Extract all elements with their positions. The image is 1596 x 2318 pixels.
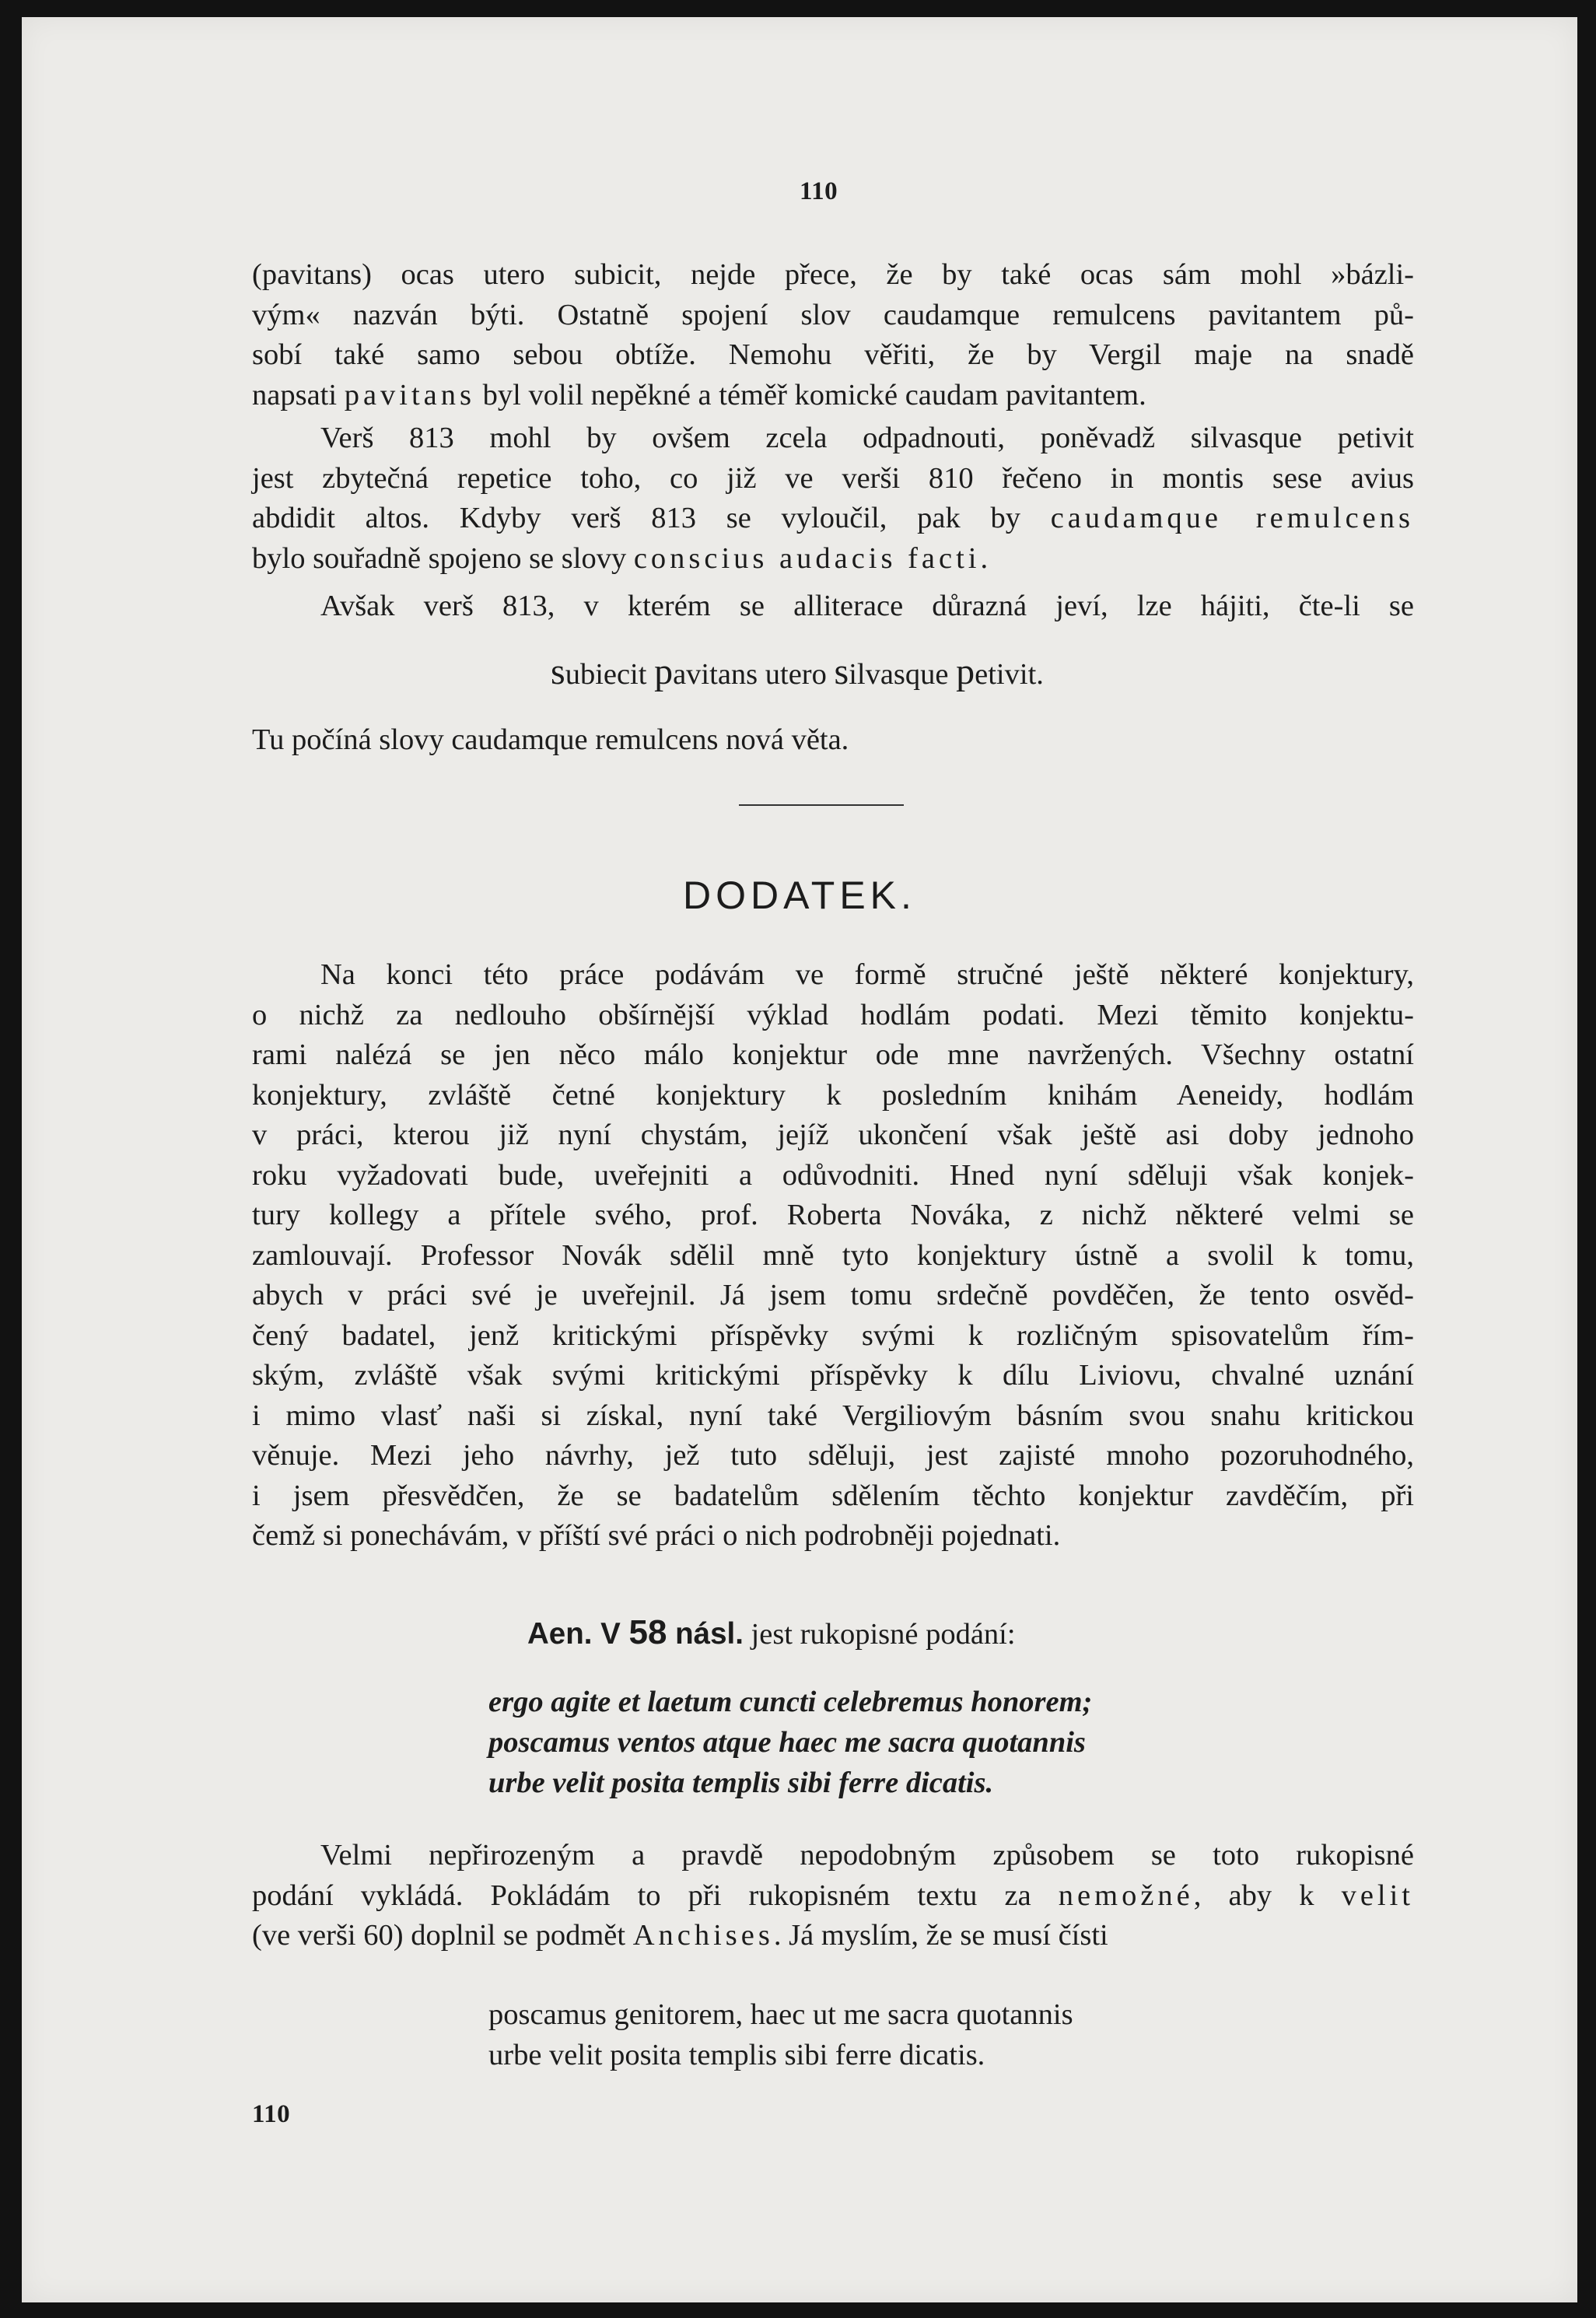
page-number-top: 110 (800, 177, 838, 205)
text-line: v práci, kterou již nyní chystám, jejíž ukončení však ještě asi doby jednoho (252, 1119, 1414, 1151)
text-fragment: jest rukopisné podání: (743, 1618, 1016, 1651)
text-line (252, 1876, 1414, 1917)
text-fragment: . (980, 541, 989, 575)
text-line (252, 1916, 1414, 1956)
text-fragment: (ve verši 60) doplnil se podmět (252, 1919, 633, 1952)
text-line: (pavitans) ocas utero subicit, nejde přece, že by také ocas sám mohl »bázli- (252, 258, 1414, 291)
text-fragment: napsati (252, 378, 338, 411)
text-fragment: ilvasque (849, 658, 957, 691)
spaced-word: nemožné (1058, 1879, 1194, 1912)
text-line: tury kollegy a přítele svého, prof. Roberta Nováka, z nichž některé velmi se (252, 1199, 1414, 1231)
text-line: Na konci této práce podávám ve formě stručné ještě některé konjektury, (320, 958, 1414, 991)
text-line: i mimo vlasť naši si získal, nyní také Vergiliovým básním svou snahu kritickou (252, 1399, 1414, 1432)
text-line (252, 539, 1414, 580)
text-fragment: avitans utero (673, 658, 835, 691)
verse-line: poscamus ventos atque haec me sacra quotannis (488, 1726, 1086, 1759)
text-line: zamlouvají. Professor Novák sdělil mně tyto konjektury ústně a svolil k tomu, (252, 1238, 1414, 1272)
text-fragment: byl volil nepěkné a téměř komické caudam pavitantem. (475, 378, 1146, 411)
verse-line: urbe velit posita templis sibi ferre dicatis. (488, 2039, 985, 2071)
text-line: Avšak verš 813, v kterém se alliterace důrazná jeví, lze hájiti, čte-li se (320, 590, 1414, 622)
text-line: i jsem přesvědčen, že se badatelům sdělením těchto konjektur zavděčím, při (252, 1479, 1414, 1512)
paragraph-new-sentence: Tu počíná slovy caudamque remulcens nová věta. (252, 723, 849, 756)
text-line: Velmi nepřirozeným a pravdě nepodobným způsobem se toto rukopisné (320, 1839, 1414, 1872)
scanned-page (22, 17, 1577, 2302)
text-fragment: etivit. (975, 658, 1044, 691)
initial-letter: s (551, 651, 565, 692)
citation-part: Aen. V (527, 1617, 629, 1651)
alliteration-line (551, 652, 1044, 695)
spaced-word: velit (1341, 1879, 1414, 1912)
initial-letter: s (834, 651, 849, 692)
text-line: čený badatel, jenž kritickými příspěvky svými k rozličným spisovatelům řím- (252, 1318, 1414, 1352)
text-line: rami nalézá se jen něco málo konjektur ode mne navržených. Všechny ostatní (252, 1038, 1414, 1071)
text-line (252, 376, 1414, 416)
latin-verse-manuscript (488, 1682, 1092, 1803)
text-line (252, 499, 1414, 539)
text-fragment: . Já myslím, že se musí čísti (773, 1919, 1108, 1952)
citation-part: násl. (667, 1617, 744, 1651)
text-fragment: ubiecit (565, 658, 655, 691)
paragraph-dodatek (252, 955, 1414, 1556)
text-line: věnuje. Mezi jeho návrhy, jež tuto sděluji, jest zajisté mnoho pozoruhodného, (252, 1439, 1414, 1472)
section-divider (739, 804, 904, 806)
spaced-word: pavitans (344, 378, 475, 411)
latin-verse-conjecture (488, 1994, 1073, 2075)
verse-line: urbe velit posita templis sibi ferre dicatis. (488, 1767, 994, 1799)
spaced-word: Anchises (632, 1919, 774, 1952)
section-heading: DODATEK. (683, 874, 916, 917)
citation-part: 58 (628, 1613, 667, 1651)
text-line: čemž si ponechávám, v příští své práci o nich podrobněji pojednati. (252, 1519, 1061, 1552)
text-line: konjektury, zvláště četné konjektury k posledním knihám Aeneidy, hodlám (252, 1078, 1414, 1112)
verse-line: poscamus genitorem, haec ut me sacra quotannis (488, 1998, 1073, 2031)
text-line: abych v práci své je uveřejnil. Já jsem tomu srdečně povděčen, že tento osvěd- (252, 1279, 1414, 1311)
paragraph-velmi (252, 1836, 1414, 1956)
initial-letter: p (956, 651, 975, 692)
text-fragment: abdidit altos. Kdyby verš 813 se vyloučil, pak by (252, 502, 1051, 534)
spaced-phrase: conscius audacis facti (633, 541, 981, 575)
text-line: vým« nazván býti. Ostatně spojení slov caudamque remulcens pavitantem pů- (252, 298, 1414, 331)
text-fragment: bylo souřadně spojeno se slovy (252, 541, 634, 575)
aeneid-reference-line (527, 1613, 1016, 1652)
initial-letter: p (654, 651, 674, 692)
paragraph-verse-813 (252, 418, 1414, 579)
text-line: Verš 813 mohl by ovšem zcela odpadnouti, poněvadž silvasque petivit (320, 422, 1414, 454)
text-line: sobí také samo sebou obtíže. Nemohu věřiti, že by Vergil maje na snadě (252, 338, 1414, 371)
text-line: jest zbytečná repetice toho, co již ve verši 810 řečeno in montis sese avius (252, 461, 1414, 495)
paragraph-continuation (252, 255, 1414, 415)
spaced-phrase: caudamque remulcens (1050, 502, 1414, 534)
text-line: roku vyžadovati bude, uveřejniti a odůvodniti. Hned nyní sděluji však konjek- (252, 1158, 1414, 1192)
text-fragment: , aby k (1193, 1879, 1342, 1912)
text-line: ským, zvláště však svými kritickými příspěvky k dílu Liviovu, chvalné uznání (252, 1359, 1414, 1392)
text-fragment: podání vykládá. Pokládám to při rukopisném textu za (252, 1879, 1059, 1912)
paragraph-alliteration (252, 587, 1414, 627)
page-number-bottom: 110 (252, 2100, 291, 2128)
text-line: o nichž za nedlouho obšírnější výklad hodlám podati. Mezi těmito konjektu- (252, 998, 1414, 1031)
verse-line: ergo agite et laetum cuncti celebremus honorem; (488, 1686, 1093, 1718)
